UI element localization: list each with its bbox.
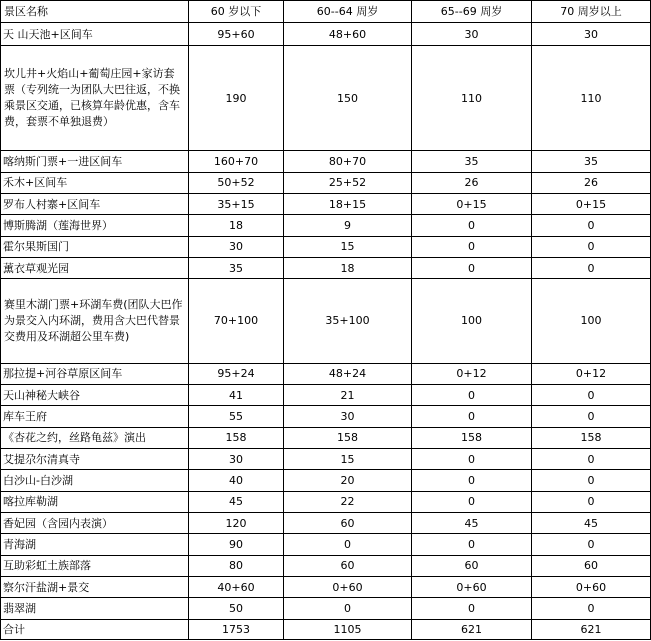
scenic-name-cell: 天山神秘大峡谷 (1, 384, 189, 405)
price-under-60-cell: 80 (189, 555, 284, 576)
price-70-plus-cell: 0+60 (532, 576, 651, 597)
table-row (1, 193, 651, 214)
price-65-69-cell: 26 (412, 172, 532, 193)
header-row (1, 1, 651, 23)
price-under-60-cell: 50 (189, 598, 284, 619)
scenic-name-cell: 艾提尕尔清真寺 (1, 448, 189, 469)
header-60-64: 60--64 周岁 (284, 1, 412, 23)
scenic-name-cell: 喀拉库勒湖 (1, 491, 189, 512)
price-65-69-cell: 35 (412, 151, 532, 172)
scenic-name-cell: 《杏花之约，丝路龟兹》演出 (1, 427, 189, 448)
header-65-69: 65--69 周岁 (412, 1, 532, 23)
price-70-plus-cell: 0 (532, 491, 651, 512)
scenic-name-cell: 赛里木湖门票+环湖车费(团队大巴作为景交入内环湖，费用含大巴代替景交费用及环湖超公里车费) (1, 279, 189, 363)
price-under-60-cell: 95+60 (189, 23, 284, 45)
price-70-plus-cell: 110 (532, 45, 651, 151)
price-65-69-cell: 0+12 (412, 363, 532, 384)
price-70-plus-cell: 30 (532, 23, 651, 45)
price-70-plus-cell: 0+12 (532, 363, 651, 384)
price-70-plus-cell: 621 (532, 619, 651, 639)
scenic-name-cell: 禾木+区间车 (1, 172, 189, 193)
price-70-plus-cell: 158 (532, 427, 651, 448)
price-60-64-cell: 20 (284, 470, 412, 491)
price-70-plus-cell: 45 (532, 512, 651, 533)
price-70-plus-cell: 0 (532, 470, 651, 491)
table-row (1, 215, 651, 236)
price-60-64-cell: 22 (284, 491, 412, 512)
price-70-plus-cell: 0 (532, 598, 651, 619)
price-60-64-cell: 9 (284, 215, 412, 236)
price-60-64-cell: 21 (284, 384, 412, 405)
scenic-name-cell: 坎儿井+火焰山+葡萄庄园+家访套票（专列统一为团队大巴往返，不换乘景区交通，已核算年龄优惠，含车费，套票不单独退费） (1, 45, 189, 151)
price-70-plus-cell: 0 (532, 384, 651, 405)
scenic-name-cell: 青海湖 (1, 534, 189, 555)
scenic-name-cell: 博斯腾湖（莲海世界） (1, 215, 189, 236)
price-70-plus-cell: 0 (532, 215, 651, 236)
price-65-69-cell: 0+15 (412, 193, 532, 214)
price-65-69-cell: 45 (412, 512, 532, 533)
table-row (1, 470, 651, 491)
price-60-64-cell: 0+60 (284, 576, 412, 597)
price-60-64-cell: 18+15 (284, 193, 412, 214)
price-70-plus-cell: 60 (532, 555, 651, 576)
price-60-64-cell: 0 (284, 534, 412, 555)
table-row (1, 151, 651, 172)
price-70-plus-cell: 0+15 (532, 193, 651, 214)
price-65-69-cell: 0 (412, 448, 532, 469)
header-70-plus: 70 周岁以上 (532, 1, 651, 23)
table-row (1, 172, 651, 193)
price-70-plus-cell: 0 (532, 406, 651, 427)
price-under-60-cell: 40 (189, 470, 284, 491)
table-row (1, 257, 651, 278)
price-under-60-cell: 55 (189, 406, 284, 427)
price-65-69-cell: 0+60 (412, 576, 532, 597)
price-65-69-cell: 60 (412, 555, 532, 576)
table-row (1, 448, 651, 469)
price-70-plus-cell: 0 (532, 448, 651, 469)
price-60-64-cell: 60 (284, 555, 412, 576)
price-60-64-cell: 30 (284, 406, 412, 427)
price-70-plus-cell: 0 (532, 257, 651, 278)
price-65-69-cell: 0 (412, 406, 532, 427)
price-under-60-cell: 95+24 (189, 363, 284, 384)
price-70-plus-cell: 100 (532, 279, 651, 363)
price-65-69-cell: 0 (412, 384, 532, 405)
price-65-69-cell: 0 (412, 236, 532, 257)
table-row (1, 363, 651, 384)
table-row (1, 406, 651, 427)
price-under-60-cell: 30 (189, 448, 284, 469)
table-row (1, 491, 651, 512)
table-row (1, 576, 651, 597)
price-60-64-cell: 150 (284, 45, 412, 151)
scenic-name-cell: 喀纳斯门票+一进区间车 (1, 151, 189, 172)
scenic-name-cell: 察尔汗盐湖+景交 (1, 576, 189, 597)
scenic-name-cell: 香妃园（含园内表演） (1, 512, 189, 533)
price-65-69-cell: 110 (412, 45, 532, 151)
price-65-69-cell: 158 (412, 427, 532, 448)
price-under-60-cell: 160+70 (189, 151, 284, 172)
header-under-60: 60 岁以下 (189, 1, 284, 23)
price-under-60-cell: 18 (189, 215, 284, 236)
price-60-64-cell: 1105 (284, 619, 412, 639)
price-under-60-cell: 30 (189, 236, 284, 257)
table-row (1, 512, 651, 533)
price-60-64-cell: 158 (284, 427, 412, 448)
scenic-name-cell: 那拉提+河谷草原区间车 (1, 363, 189, 384)
price-under-60-cell: 35 (189, 257, 284, 278)
price-65-69-cell: 0 (412, 491, 532, 512)
price-60-64-cell: 80+70 (284, 151, 412, 172)
price-65-69-cell: 0 (412, 215, 532, 236)
scenic-name-cell: 互助彩虹土族部落 (1, 555, 189, 576)
table-row (1, 598, 651, 619)
price-65-69-cell: 100 (412, 279, 532, 363)
price-70-plus-cell: 0 (532, 534, 651, 555)
price-70-plus-cell: 26 (532, 172, 651, 193)
scenic-name-cell: 霍尔果斯国门 (1, 236, 189, 257)
price-60-64-cell: 15 (284, 236, 412, 257)
table-row (1, 555, 651, 576)
price-under-60-cell: 40+60 (189, 576, 284, 597)
price-under-60-cell: 50+52 (189, 172, 284, 193)
scenic-name-cell: 翡翠湖 (1, 598, 189, 619)
price-under-60-cell: 158 (189, 427, 284, 448)
price-65-69-cell: 0 (412, 534, 532, 555)
table-row (1, 279, 651, 363)
table-row (1, 23, 651, 45)
price-under-60-cell: 120 (189, 512, 284, 533)
price-65-69-cell: 621 (412, 619, 532, 639)
table-row (1, 45, 651, 151)
scenic-name-cell: 薰衣草观光园 (1, 257, 189, 278)
scenic-name-cell: 库车王府 (1, 406, 189, 427)
price-60-64-cell: 25+52 (284, 172, 412, 193)
price-under-60-cell: 70+100 (189, 279, 284, 363)
price-under-60-cell: 90 (189, 534, 284, 555)
price-60-64-cell: 48+60 (284, 23, 412, 45)
scenic-name-cell: 白沙山-白沙湖 (1, 470, 189, 491)
price-65-69-cell: 30 (412, 23, 532, 45)
table-row (1, 236, 651, 257)
price-60-64-cell: 0 (284, 598, 412, 619)
price-60-64-cell: 18 (284, 257, 412, 278)
price-under-60-cell: 45 (189, 491, 284, 512)
price-under-60-cell: 1753 (189, 619, 284, 639)
price-65-69-cell: 0 (412, 257, 532, 278)
price-60-64-cell: 35+100 (284, 279, 412, 363)
price-60-64-cell: 15 (284, 448, 412, 469)
price-under-60-cell: 41 (189, 384, 284, 405)
price-70-plus-cell: 0 (532, 236, 651, 257)
price-under-60-cell: 35+15 (189, 193, 284, 214)
price-70-plus-cell: 35 (532, 151, 651, 172)
table-row (1, 427, 651, 448)
scenic-name-cell: 天 山天池+区间车 (1, 23, 189, 45)
price-65-69-cell: 0 (412, 470, 532, 491)
price-60-64-cell: 48+24 (284, 363, 412, 384)
price-under-60-cell: 190 (189, 45, 284, 151)
header-scenic-name: 景区名称 (1, 1, 189, 23)
scenic-name-cell: 合计 (1, 619, 189, 639)
scenic-name-cell: 罗布人村寨+区间车 (1, 193, 189, 214)
table-row (1, 534, 651, 555)
table-row (1, 384, 651, 405)
price-65-69-cell: 0 (412, 598, 532, 619)
price-60-64-cell: 60 (284, 512, 412, 533)
total-row (1, 619, 651, 639)
